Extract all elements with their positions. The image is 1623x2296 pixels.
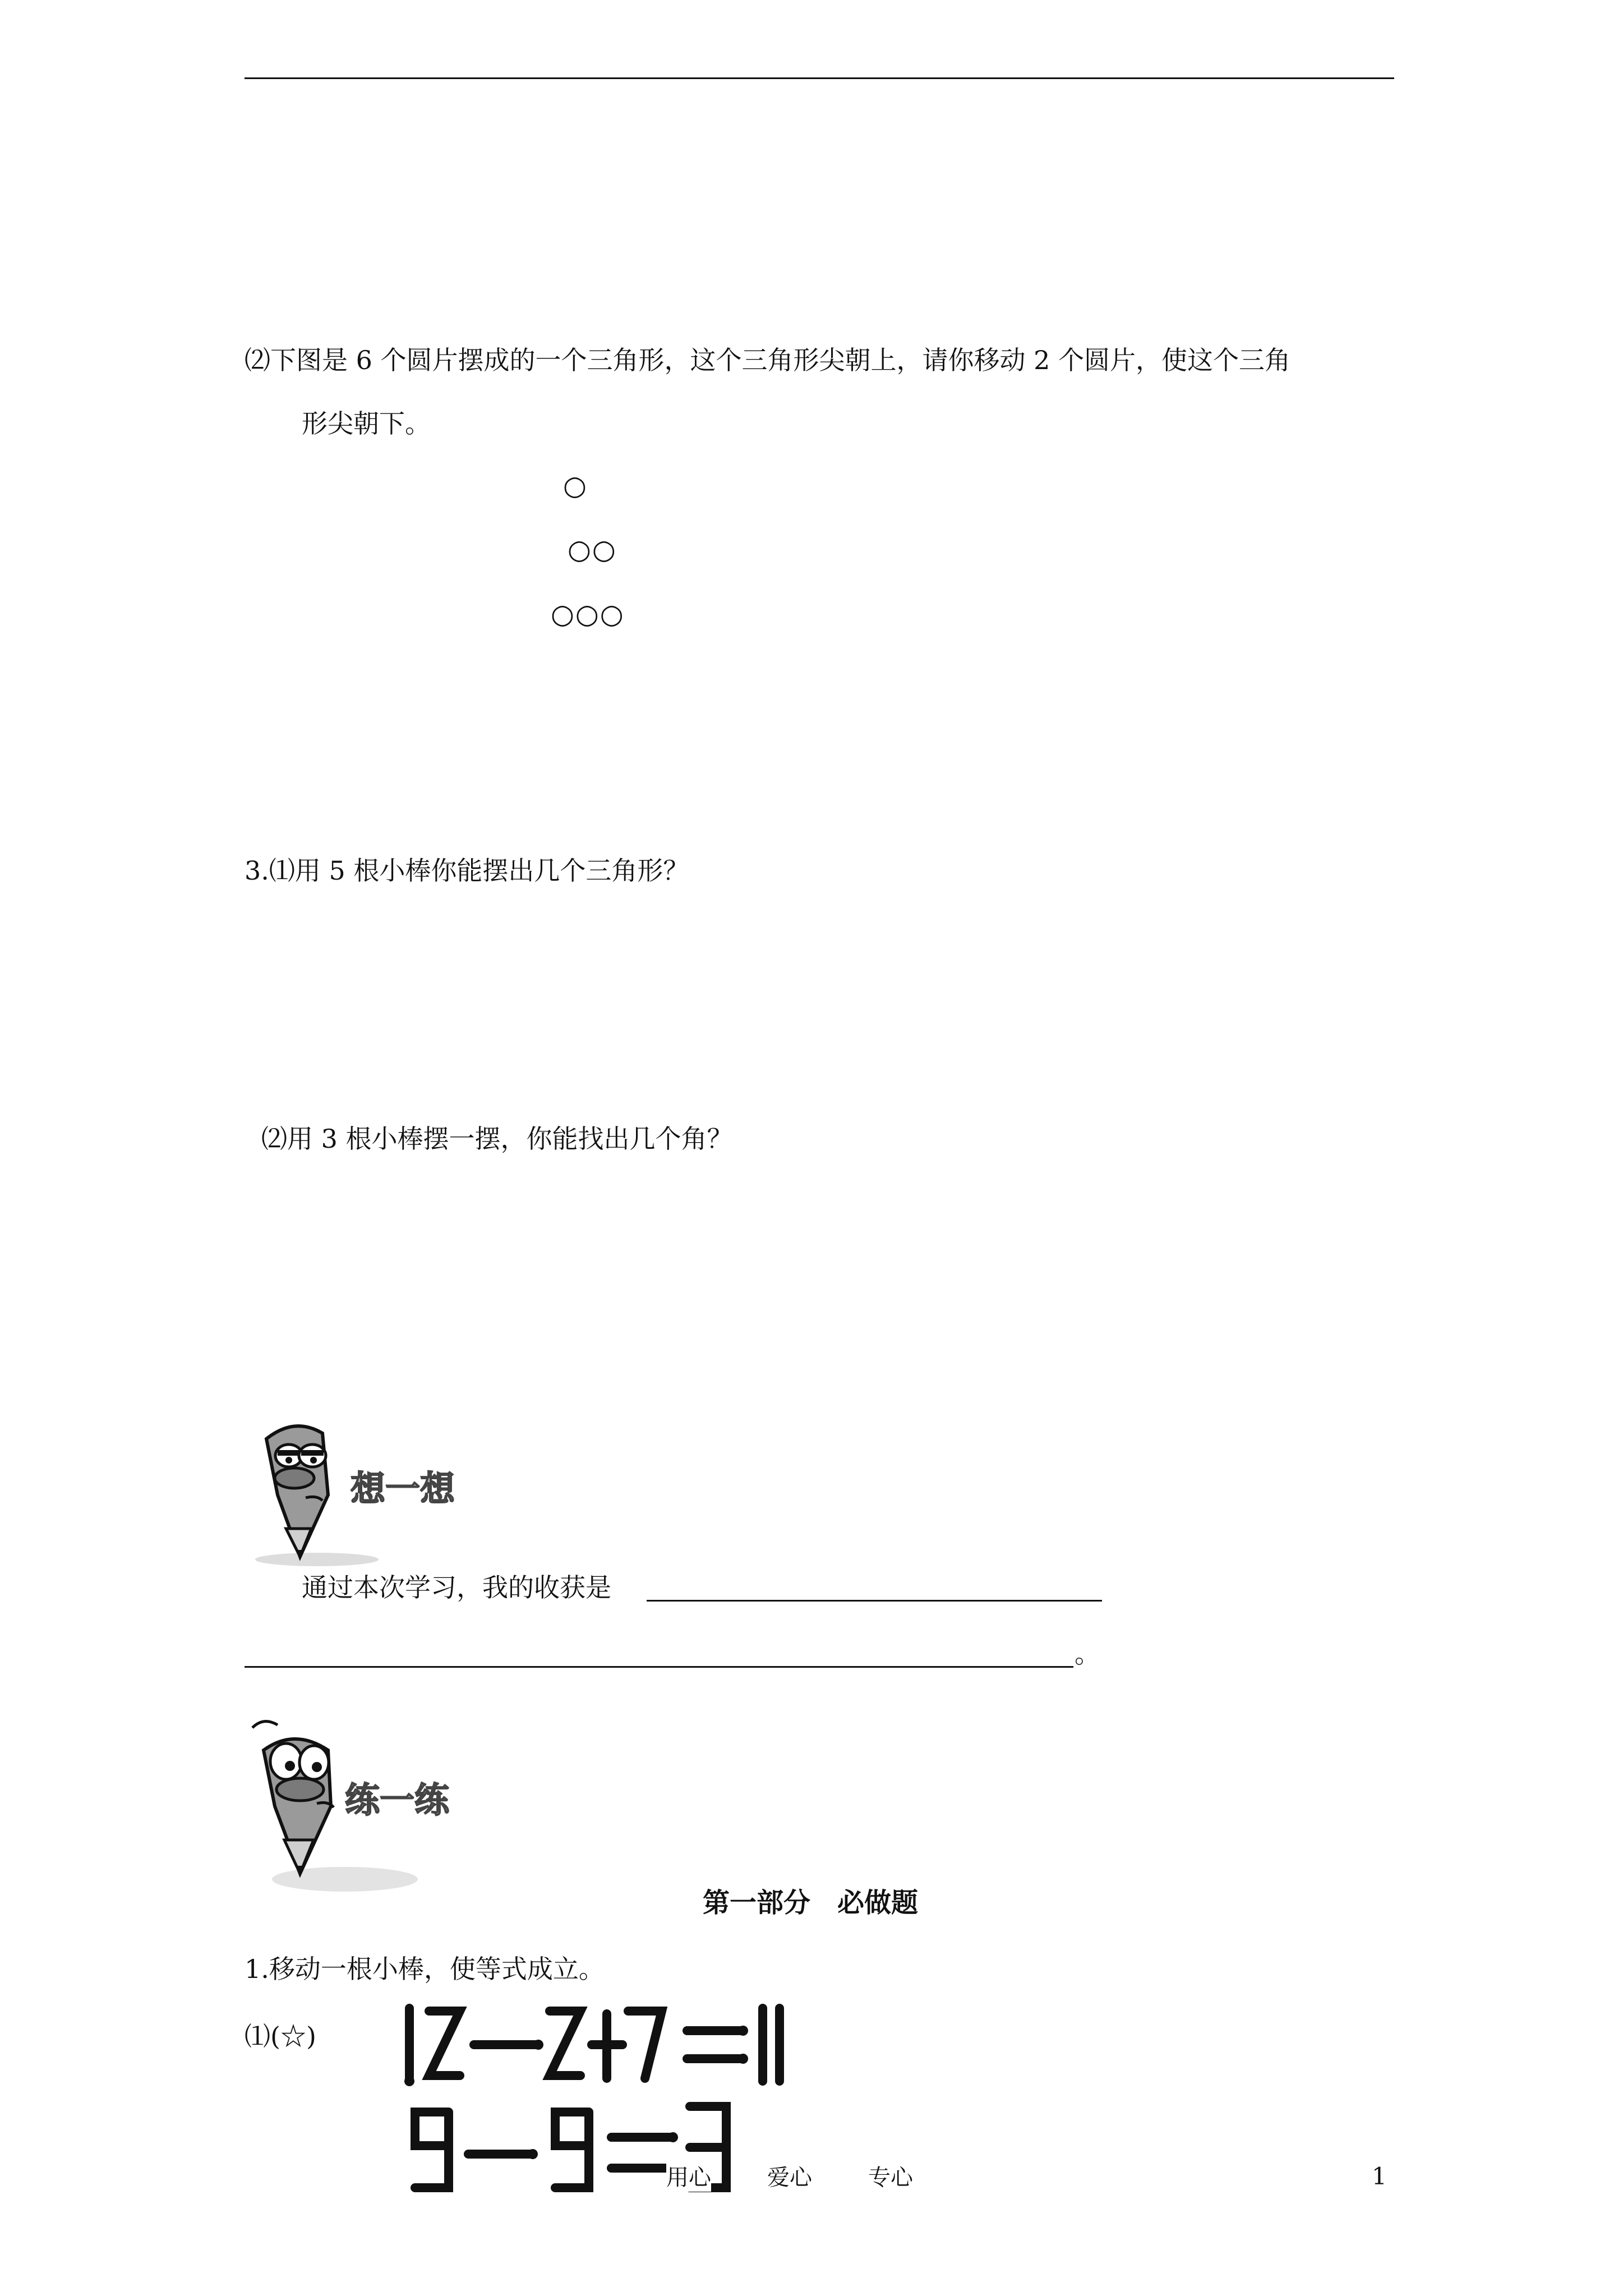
question-2b-line1: ⑵下图是 6 个圆片摆成的一个三角形，这个三角形尖朝上，请你移动 2 个圆片，使这个三角	[245, 345, 1291, 375]
circle-row-2: ○○	[568, 534, 617, 565]
section-title: 第一部分 必做题	[703, 1887, 919, 1918]
header-rule	[245, 77, 1394, 79]
answer-blank-line-1	[647, 1600, 1102, 1602]
circle-row-1: ○	[563, 470, 588, 501]
reflection-prompt: 通过本次学习，我的收获是	[302, 1572, 611, 1603]
question-3-part2: ⑵用 3 根小棒摆一摆，你能找出几个角？	[261, 1124, 733, 1154]
practice-question-1: 1.移动一根小棒，使等式成立。	[245, 1954, 605, 1984]
answer-blank-line-2	[245, 1666, 1073, 1668]
practice-question-1-label: ⑴(☆)	[245, 2021, 316, 2051]
answer-end-mark: 。	[1075, 1639, 1100, 1669]
footer-word-1: 用心	[666, 2160, 711, 2192]
pencil-mascot-think-icon	[233, 1416, 491, 1568]
circle-row-3: ○○○	[551, 599, 625, 630]
practice-badge-text: 练一练	[345, 1779, 450, 1820]
footer-word-2: 爱心	[767, 2160, 812, 2192]
pencil-mascot-practice-icon	[233, 1711, 491, 1896]
footer-word-3: 专心	[868, 2160, 913, 2192]
question-3-part1: 3.⑴用 5 根小棒你能摆出几个三角形？	[245, 855, 689, 886]
page-number: 1	[1372, 2162, 1387, 2190]
think-badge-text: 想一想	[351, 1468, 455, 1509]
question-2b-line2: 形尖朝下。	[302, 408, 431, 439]
